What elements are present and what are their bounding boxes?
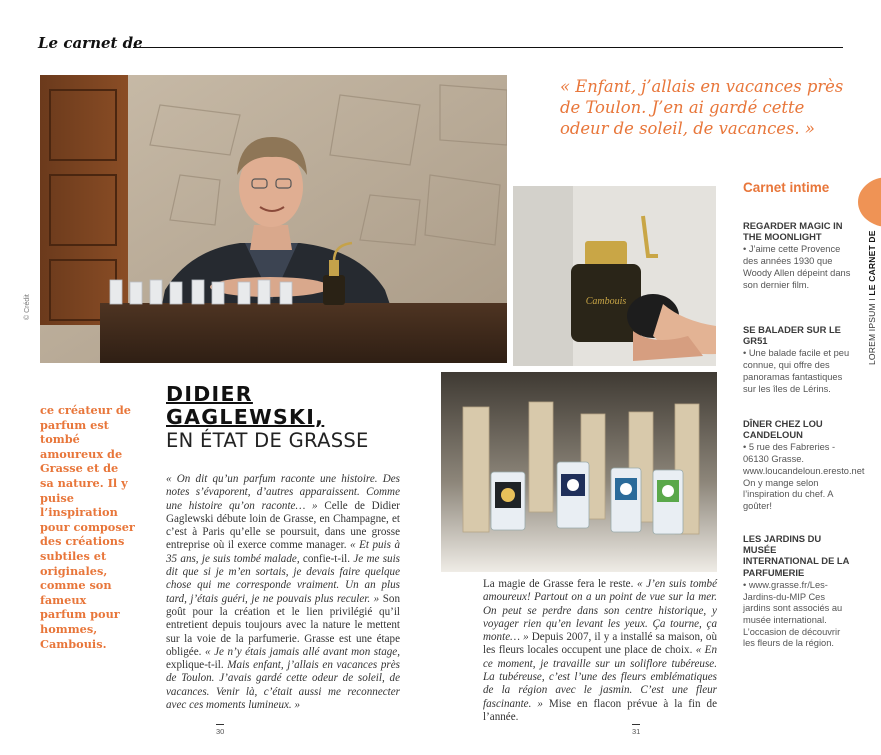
sidebar-item-title: DÎNER CHEZ LOU CANDELOUN (743, 418, 823, 441)
page-number-right: 31 (632, 727, 641, 736)
article-text-run: La magie de Grasse fera le reste. (483, 578, 638, 590)
page-number-left: 30 (216, 727, 225, 736)
article-title: DIDIER GAGLEWSKI, (166, 382, 325, 429)
section-title: Le carnet de (38, 34, 143, 52)
article-text-run: Mais enfant, j’allais en vacances près de Toulon. J’avais gardé cette odeur de soleil, de vacances. Venir là, c’était aussi me reconnecter avec ces moments lumineux. » (166, 659, 400, 712)
article-column-1 (166, 473, 400, 712)
article-text-run: confie-t-il. (299, 552, 354, 565)
article-text-run: « On dit qu’un parfum raconte une histoire. Des notes s’évaporent, d’autres apparaissent. Comme une histoire qu’on raconte… » (166, 473, 400, 512)
pull-quote: « Enfant, j’allais en vacances près de Toulon. J’en ai gardé cette odeur de soleil, de vacances. » (560, 77, 844, 138)
article-text-run: explique-t-il. (166, 659, 228, 672)
article-text-run: Son goût pour la création et le lien privilégié qu’il entretient depuis toujours avec la nature le mettent sur la voie de la parfumerie. Grasse est une étape obligée. (166, 592, 400, 658)
folio-rule (216, 724, 224, 725)
article-subtitle: EN ÉTAT DE GRASSE (166, 429, 369, 452)
article-text-run: « J’en suis tombé amoureux! Partout on a un point de vue sur la mer. On peut se perdre dans son centre historique, y voyager rien qu’en levant les yeux. Ça tourne, ça monte… » (483, 578, 717, 644)
sidebar-item-body: • 5 rue des Fabreries - 06130 Grasse. www.loucandeloun.eresto.net On y mange selon l’inspiration du chef. A goûter! (743, 442, 865, 511)
sidebar-item-body: • Une balade facile et peu connue, qui offre des panoramas fantastiques sur les îles de Lérins. (743, 348, 850, 394)
sidebar-item-title: REGARDER MAGIC IN THE MOONLIGHT (743, 220, 843, 243)
article-text-run: Mise en flacon prévue à la fin de l’année. (483, 697, 717, 723)
article-column-2 (483, 578, 717, 724)
folio-rule (632, 724, 640, 725)
article-text-run: « Je n’y étais jamais allé avant mon stage, (204, 645, 401, 658)
sidebar-item-title: SE BALADER SUR LE GR51 (743, 324, 841, 347)
photo-credit: © Crédit (24, 294, 31, 320)
article-text-run: « En ce moment, je travaille sur un soliflore tubéreuse. La tubéreuse, c’est l’une des fleurs emblématiques de la région avec le jasmin. C’est une fleur fascinante. » (483, 644, 717, 710)
portrait-photo (40, 75, 507, 363)
sidebar-item (743, 220, 853, 291)
article-text-run: Je me suis dit que si je m’en sortais, je devais faire quelque chose qui me corresponde vraiment. Un an plus tard, j’étais guéri, je ne pouvais plus reculer. » (166, 552, 400, 605)
header-rule (133, 47, 843, 48)
sidebar-heading: Carnet intime (743, 180, 830, 195)
sidebar-item-body: • J’aime cette Provence des années 1930 que Woody Allen dépeint dans son dernier film. (743, 244, 851, 290)
sidebar-item (743, 324, 853, 395)
atomizer-photo (513, 186, 716, 366)
bottle-label: Cambouis (585, 296, 627, 307)
bottles-photo (441, 372, 717, 572)
sidebar-item-body: • www.grasse.fr/Les-Jardins-du-MIP Ces jardins sont associés au musée international. L’occasion de découvrir les fleurs de la région. (743, 579, 843, 649)
article-intro: ce créateur de parfum est tombé amoureux de Grasse et de sa nature. Il y puise l’inspiration pour composer des créations subtiles et originales, comme son fameux parfum pour hommes, Cambouis. (40, 403, 135, 651)
sidebar-item (743, 533, 853, 650)
section-tab-label: LOREM IPSUM I LE CARNET DE (867, 230, 877, 365)
sidebar-item-title: LES JARDINS DU MUSÉE INTERNATIONAL DE LA PARFUMERIE (743, 533, 850, 578)
article-text-run: Celle de Didier Gaglewski débute loin de Grasse, en Champagne, et c’est à Paris qu’elle se poursuit, dans une grosse entreprise où il exerce comme manager. (166, 499, 400, 552)
section-tab (858, 177, 881, 227)
sidebar-item (743, 418, 865, 513)
article-text-run: Depuis 2007, il y a installé sa maison, où les fleurs locales occupent une place de choix. (483, 631, 718, 657)
article-text-run: « Et puis à 35 ans, je suis tombé malade, (166, 539, 400, 565)
